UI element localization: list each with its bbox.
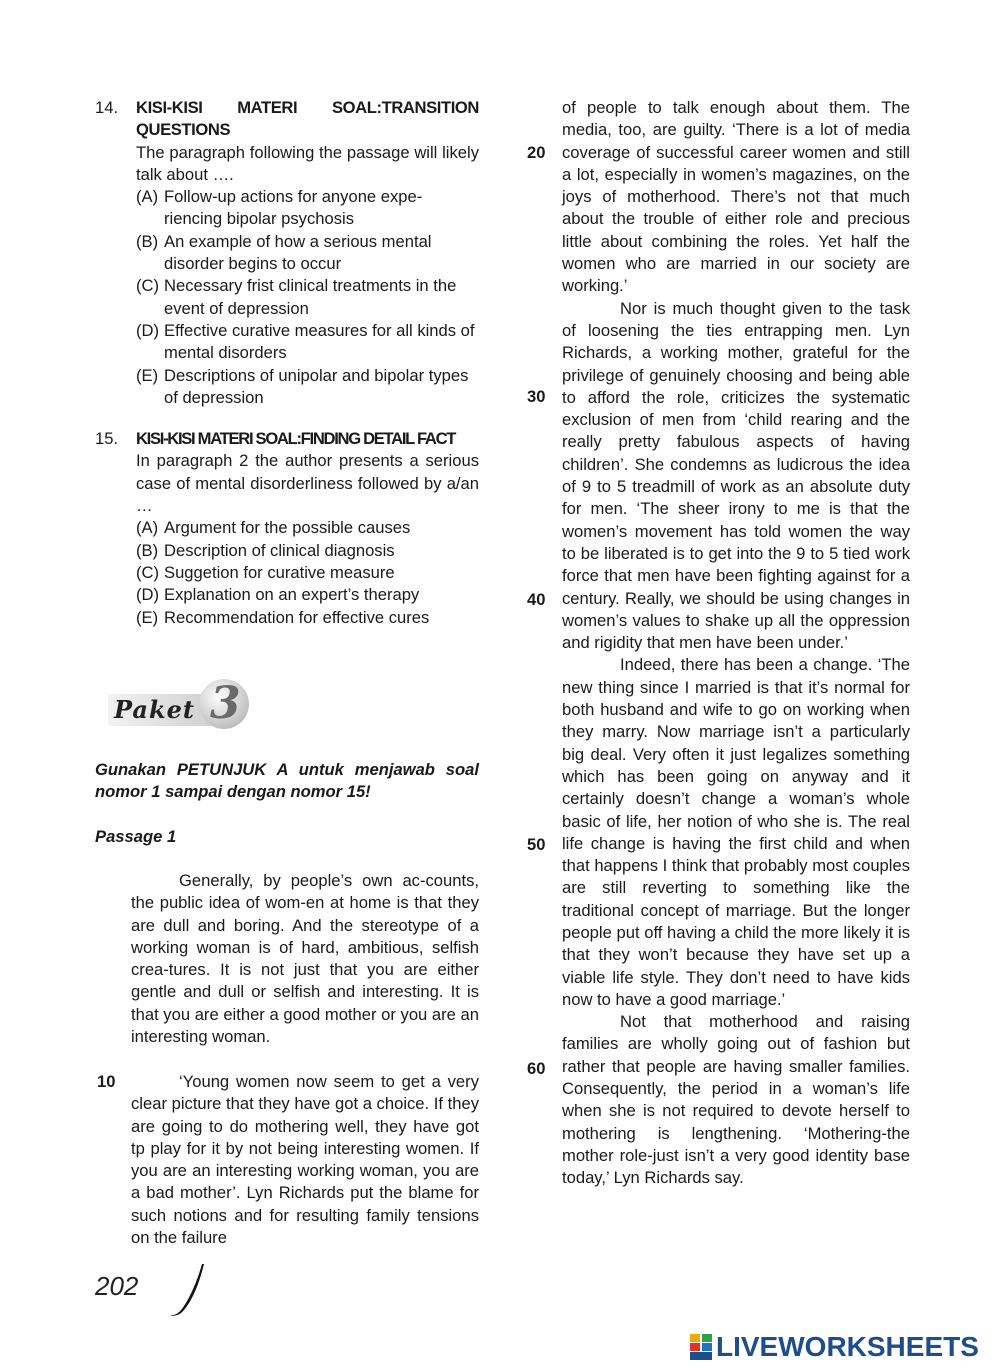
option-c[interactable] xyxy=(136,275,479,320)
passage-title: Passage 1 xyxy=(95,827,177,846)
line-number-20: 20 xyxy=(527,143,546,162)
option-b[interactable] xyxy=(136,540,479,562)
paket-label: Paket xyxy=(114,695,195,724)
option-text: An example of how a serious mental disorder begins to occur xyxy=(164,231,432,274)
question-stem: The paragraph following the passage will likely talk about …. xyxy=(136,142,479,184)
option-letter: (D) xyxy=(136,585,160,605)
option-text: Suggetion for curative measure xyxy=(164,562,395,582)
option-text: Explanation on an expert’s therapy xyxy=(164,585,420,605)
option-text: Description of clinical diagnosis xyxy=(164,540,395,560)
brand-name: LIVEWORKSHEETS xyxy=(716,1331,979,1362)
option-text: Necessary frist clinical treatments in the event of depression xyxy=(164,276,457,318)
folio-slash-icon xyxy=(160,1260,220,1320)
passage-paragraph-5 xyxy=(562,1011,910,1189)
option-letter: (A) xyxy=(136,187,159,207)
option-letter: (E) xyxy=(136,607,159,627)
option-a[interactable] xyxy=(136,186,479,231)
passage-paragraph-2 xyxy=(131,1071,479,1249)
option-text: Recommendation for effective cures xyxy=(164,607,430,627)
option-letter: (C) xyxy=(136,276,160,296)
line-number-30: 30 xyxy=(527,387,546,406)
left-column xyxy=(95,97,479,629)
passage-text: ‘Young women now seem to get a very clear picture that they have got a choice. If they are going to do mothering well, they have got tp play for it by not being interesting women. If you are an interesting working woman, you are a bad mother’. Lyn Richards put the blame for such notions and for resulting family tensions on the failure xyxy=(131,1072,479,1248)
right-column-text xyxy=(562,97,910,1190)
instruction-text: Gunakan PETUNJUK A untuk menjawab soal nomor 1 sampai dengan nomor 15! xyxy=(95,760,479,802)
option-e[interactable] xyxy=(136,365,479,410)
option-a[interactable] xyxy=(136,517,479,539)
passage-text: Nor is much thought given to the task of loosening the ties entrapping men. Lyn Richards, a working mother, grateful for the privilege of genuinely choosing and being able to afford the role, criticizes the systematic exclusion of men from ‘child rearing and the really pretty fabulous aspects of having children’. She condemns as ludicrous the idea of 9 to 5 treadmill of work as an absolute duty for men. ‘The sheer irony to me is that the women’s movement has told women the way to be liberated is to get into the 9 to 5 tied work force that men have been fighting against for a century. Really, we should be using changes in women’s values to shake up all the oppression and rigidity that men have been under.’ xyxy=(562,298,910,653)
option-d[interactable] xyxy=(136,320,479,365)
liveworksheets-logo-icon xyxy=(690,1334,712,1360)
paket-number: 3 xyxy=(210,678,241,729)
passage-paragraph-3 xyxy=(562,298,910,655)
option-d[interactable] xyxy=(136,584,479,606)
line-number-50: 50 xyxy=(527,835,546,854)
option-c[interactable] xyxy=(136,562,479,584)
option-letter: (D) xyxy=(136,320,160,340)
question-stem: In paragraph 2 the author presents a serious case of mental disorderliness followed by a/an … xyxy=(136,451,479,516)
option-text: Follow-up actions for anyone expe-riencing bipolar psychosis xyxy=(164,187,423,229)
line-number-60: 60 xyxy=(527,1059,546,1078)
question-number: 14. xyxy=(95,98,119,117)
page-number: 202 xyxy=(95,1271,139,1301)
passage-paragraph-1 xyxy=(131,870,479,1048)
option-e[interactable] xyxy=(136,607,479,629)
question-number: 15. xyxy=(95,429,119,449)
option-letter: (B) xyxy=(136,231,159,251)
line-number-40: 40 xyxy=(527,590,546,609)
question-15 xyxy=(95,428,479,629)
option-b[interactable] xyxy=(136,231,479,276)
question-heading: KISI-KISI MATERI SOAL:TRANSITION QUESTIONS xyxy=(136,98,479,140)
question-heading: KISI-KISI MATERI SOAL:FINDING DETAIL FACT xyxy=(136,429,456,449)
passage-text: Not that motherhood and raising families are wholly going out of fashion but rather that people are having smaller families. Consequently, the period in a woman’s life when she is not required to devote herself to mothering is lengthening. ‘Mothering-the mother role-just isn’t a very good identity base today,’ Lyn Richards say. xyxy=(562,1012,910,1188)
question-14 xyxy=(95,97,479,409)
passage-text: Generally, by people’s own ac-counts, the public idea of wom-en at home is that they are dull and boring. And the stereotype of a working woman is of hard, ambitious, selfish crea-tures. It is not just that you are either gentle and dull or selfish and interesting. It is that you are either a good mother or you are an interesting woman. xyxy=(131,871,479,1047)
option-text: Argument for the possible causes xyxy=(164,518,411,538)
passage-text: Indeed, there has been a change. ‘The new thing since I married is that it’s normal for both husband and wife to go on working when they marry. Now marriage isn’t a particularly big deal. Very often it just legalizes something which has been going on anyway and it certainly doesn’t change a woman’s whole basic of life, her notion of who she is. The real life change is having the first child and when that happens I think that probably most couples are still reverting to something like the traditional concept of marriage. But the longer people put off having a child the more likely it is that they won’t because they have set up a viable life style. They don’t need to have kids now to have a good marriage.’ xyxy=(562,655,910,1009)
option-text: Effective curative measures for all kinds of mental disorders xyxy=(164,320,475,363)
option-letter: (B) xyxy=(136,540,159,560)
passage-paragraph-4 xyxy=(562,654,910,1011)
option-text: Descriptions of unipolar and bipolar types of depression xyxy=(164,365,469,407)
option-letter: (E) xyxy=(136,365,159,385)
line-number-10: 10 xyxy=(97,1072,116,1091)
option-letter: (C) xyxy=(136,562,160,582)
option-letter: (A) xyxy=(136,518,159,538)
passage-paragraph-continued: of people to talk enough about them. The media, too, are guilty. ‘There is a lot of media coverage of successful career women and still a lot, especially in women’s magazines, on the joys of motherhood. There’s not that much about the trouble of either role and precious little about combining the roles. Yet half the women who are married in our society are working.’ xyxy=(562,98,910,296)
paket-badge xyxy=(106,676,250,736)
